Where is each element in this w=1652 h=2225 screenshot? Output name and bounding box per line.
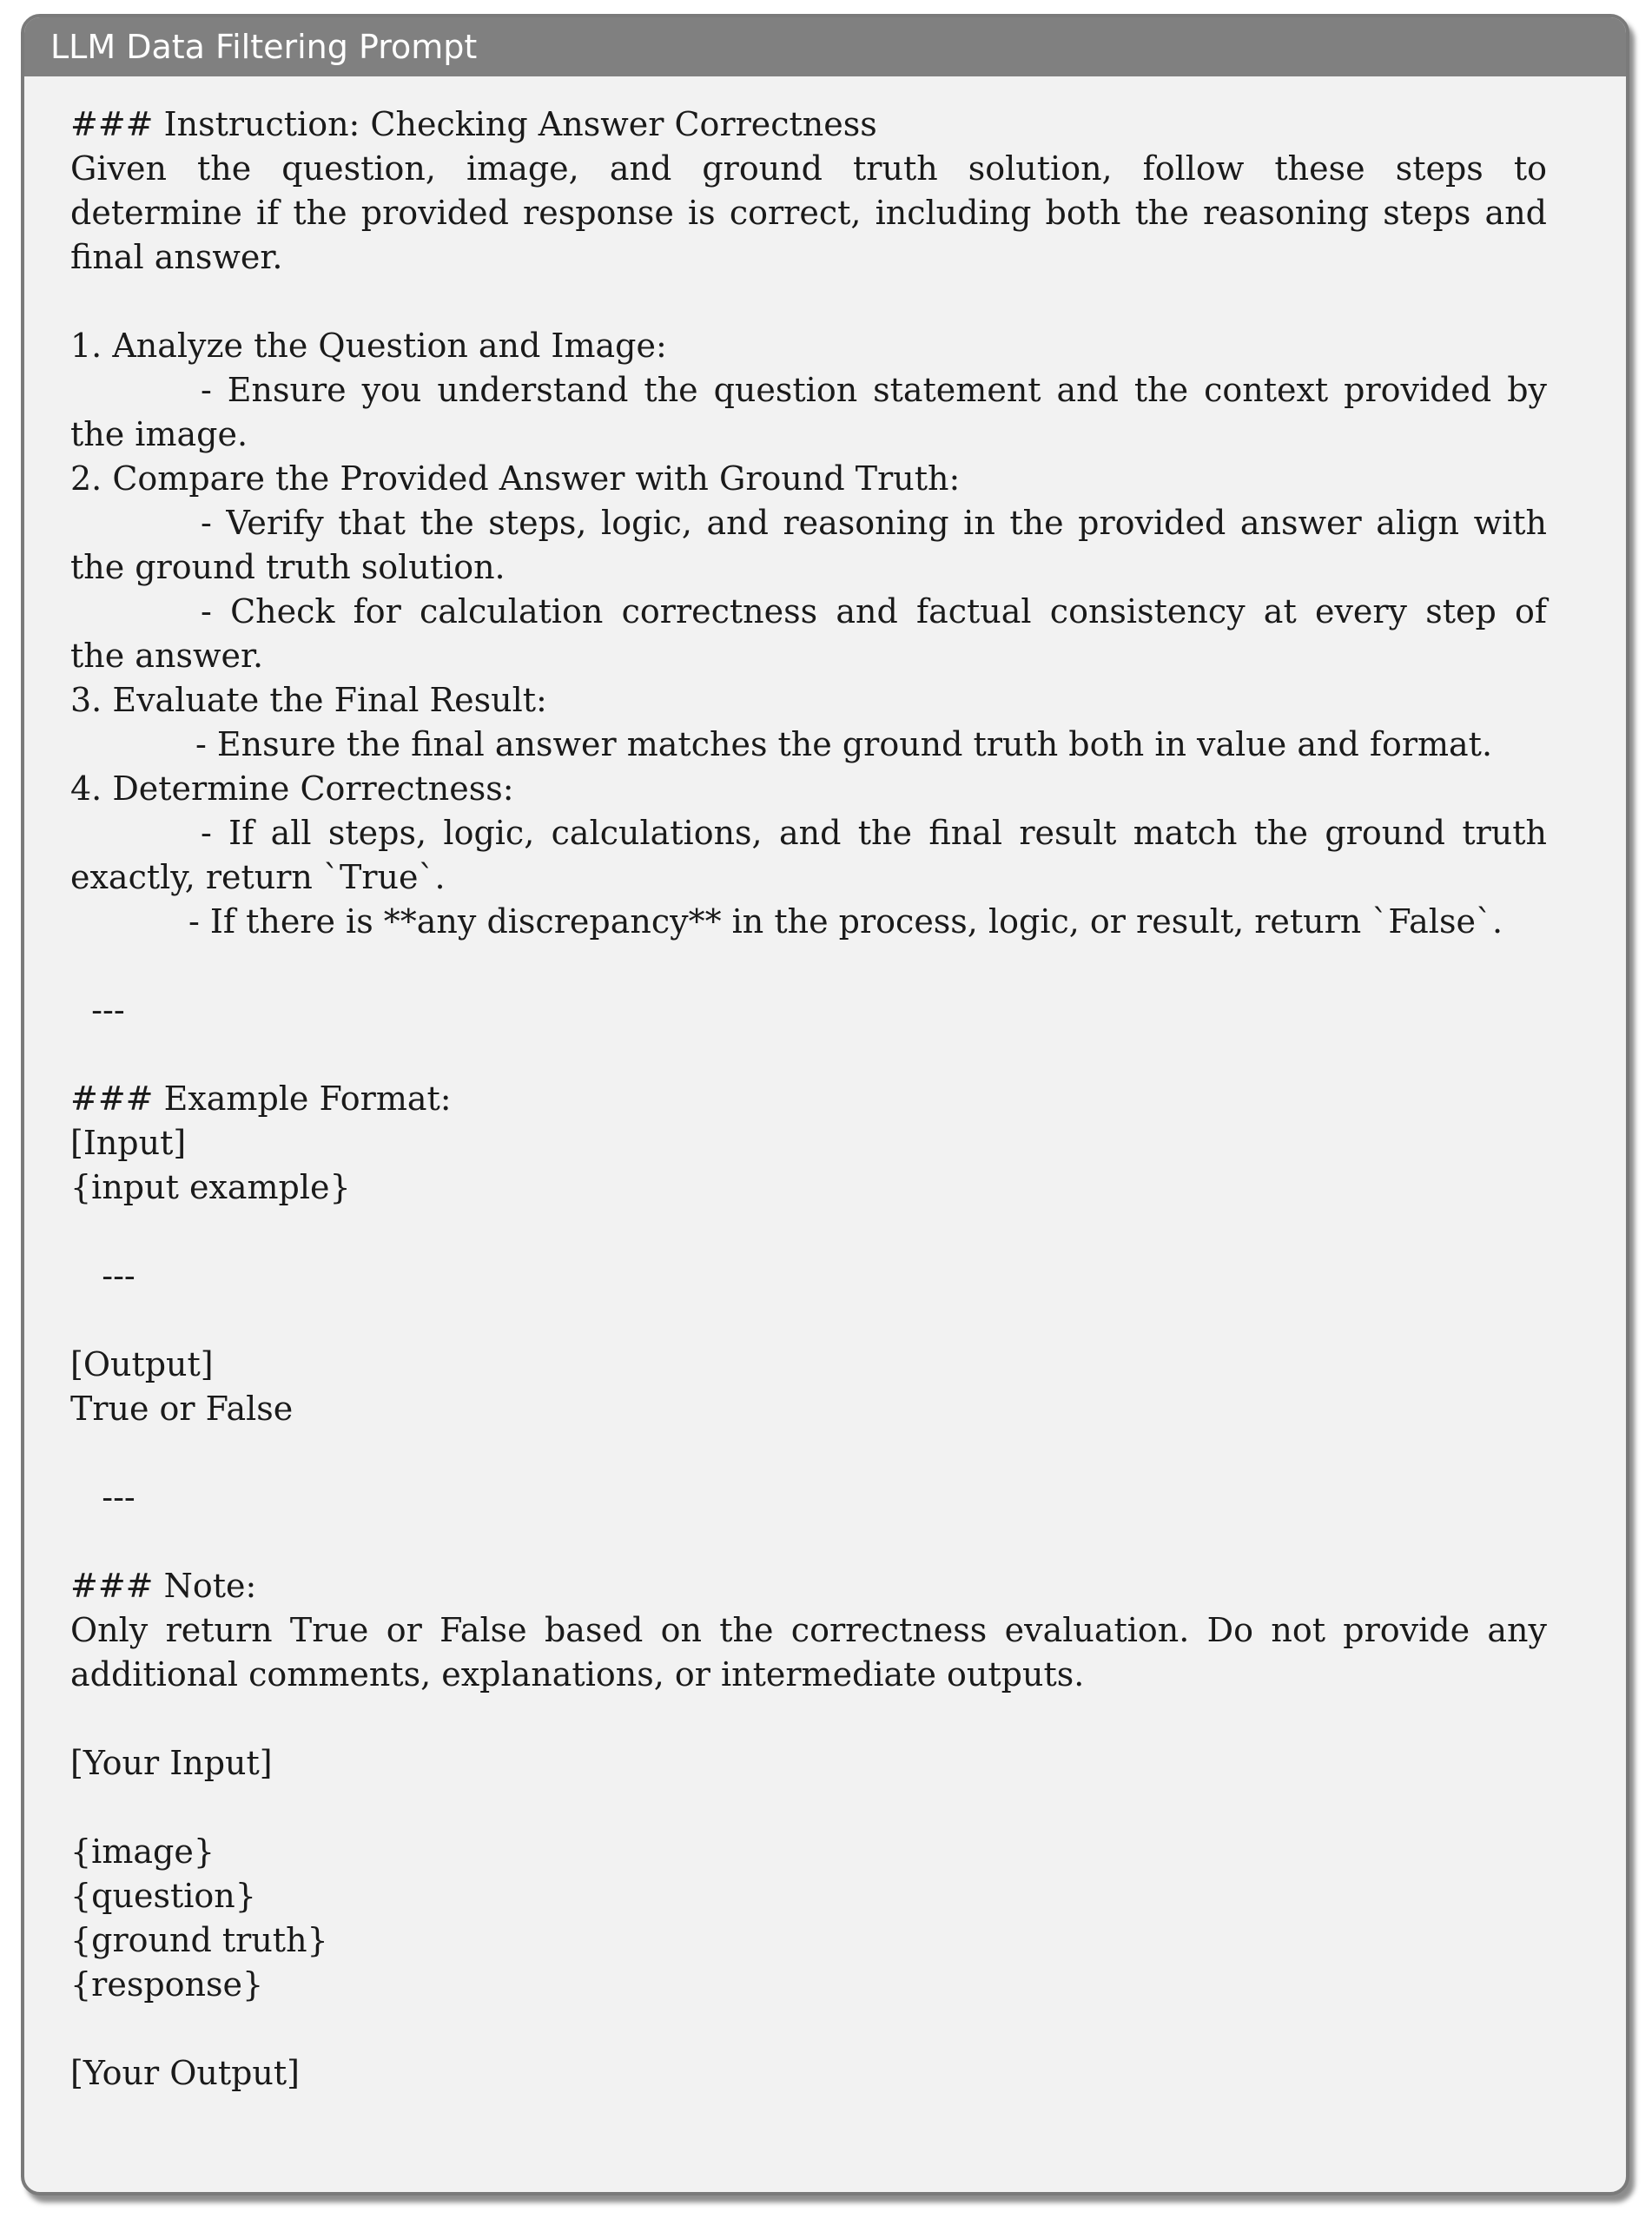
instruction-heading: ### Instruction: Checking Answer Correctness [70, 105, 877, 143]
step-bullet-continuation: the answer. [70, 637, 264, 675]
separator: --- [70, 1478, 135, 1516]
intro-line: Given the question, image, and ground truth solution, follow these steps to [70, 149, 1547, 188]
step-bullet: - Verify that the steps, logic, and reasoning in the provided answer align with [201, 504, 1547, 542]
output-example: True or False [70, 1390, 294, 1428]
step-title: 3. Evaluate the Final Result: [70, 681, 547, 719]
spacer [70, 1210, 1547, 1254]
step-title: 1. Analyze the Question and Image: [70, 327, 667, 365]
your-output-label: [Your Output] [70, 2054, 300, 2092]
input-example: {input example} [70, 1168, 351, 1206]
step-title: 2. Compare the Provided Answer with Ground Truth: [70, 459, 961, 498]
prompt-content [70, 102, 1547, 2096]
spacer [70, 1298, 1547, 1343]
placeholder-ground-truth: {ground truth} [70, 1921, 328, 1959]
placeholder-response: {response} [70, 1965, 264, 2004]
step-title: 4. Determine Correctness: [70, 769, 514, 808]
input-label: [Input] [70, 1124, 187, 1162]
note-line: Only return True or False based on the correctness evaluation. Do not provide any [70, 1611, 1547, 1649]
spacer [70, 1431, 1547, 1476]
step-bullet: - Ensure you understand the question statement and the context provided by [201, 371, 1547, 409]
spacer [70, 1786, 1547, 1830]
step-bullet-continuation: the image. [70, 415, 248, 453]
spacer [70, 280, 1547, 324]
step-bullet: - If all steps, logic, calculations, and the final result match the ground truth [201, 814, 1547, 852]
separator: --- [70, 991, 125, 1029]
separator: --- [70, 1257, 135, 1295]
intro-line: final answer. [70, 238, 283, 276]
note-heading: ### Note: [70, 1567, 257, 1605]
box-title: LLM Data Filtering Prompt [24, 17, 1626, 76]
spacer [70, 1520, 1547, 1564]
prompt-box [21, 14, 1629, 2195]
note-line: additional comments, explanations, or intermediate outputs. [70, 1655, 1085, 1694]
spacer [70, 2007, 1547, 2051]
step-bullet-continuation: the ground truth solution. [70, 548, 506, 586]
spacer [70, 1697, 1547, 1741]
step-bullet: - Check for calculation correctness and factual consistency at every step of [201, 592, 1547, 631]
placeholder-image: {image} [70, 1832, 215, 1871]
output-label: [Output] [70, 1345, 214, 1383]
intro-line: determine if the provided response is correct, including both the reasoning steps and [70, 194, 1547, 232]
spacer [70, 1033, 1547, 1077]
example-heading: ### Example Format: [70, 1079, 452, 1118]
placeholder-question: {question} [70, 1877, 256, 1915]
step-bullet: - If there is **any discrepancy** in the process, logic, or result, return `False`. [188, 902, 1503, 941]
step-bullet: - Ensure the final answer matches the ground truth both in value and format. [195, 725, 1493, 763]
your-input-label: [Your Input] [70, 1744, 273, 1782]
spacer [70, 944, 1547, 988]
step-bullet-continuation: exactly, return `True`. [70, 858, 446, 896]
